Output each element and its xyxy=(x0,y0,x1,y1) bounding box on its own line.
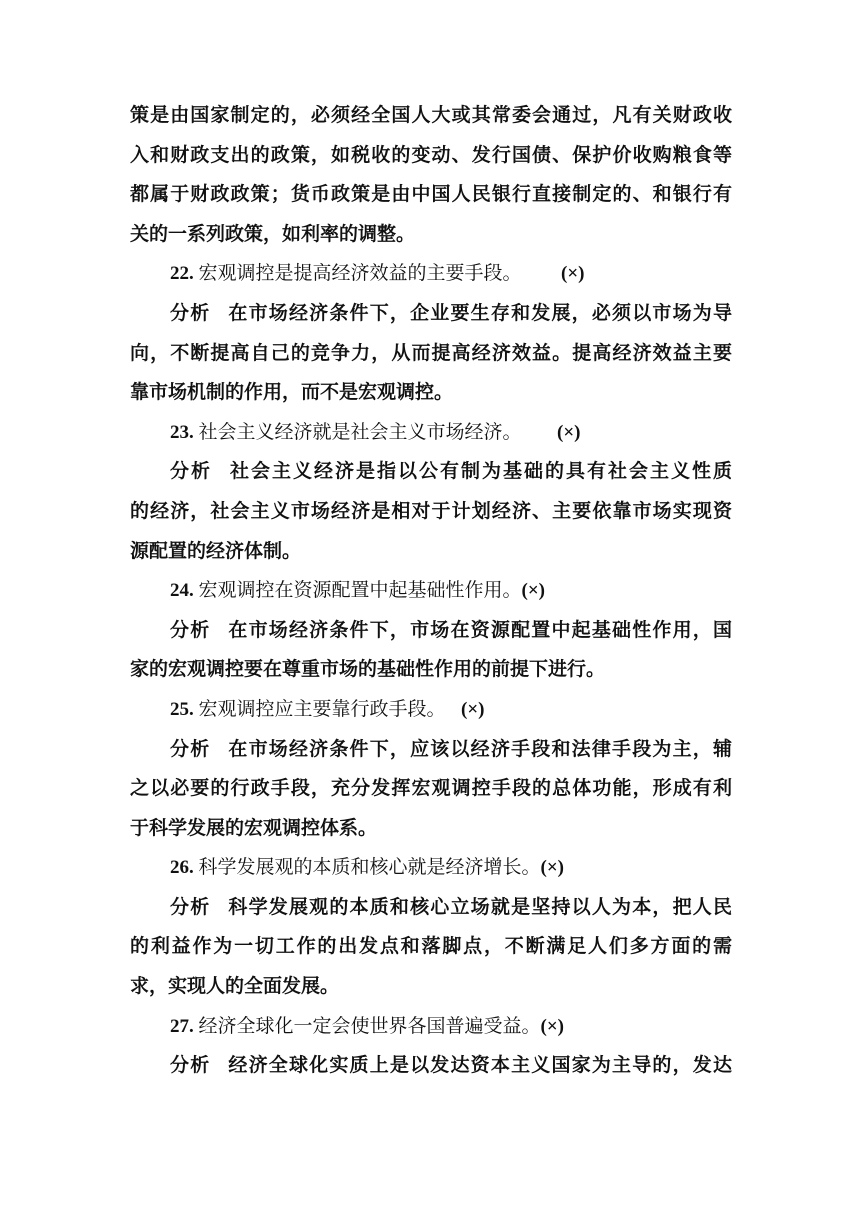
analysis-line: 的利益作为一切工作的出发点和落脚点，不断满足人们多方面的需 xyxy=(130,935,732,958)
analysis-label: 分析 xyxy=(170,618,211,641)
question-number: 23. xyxy=(170,421,194,443)
analysis-line: 靠市场机制的作用，而不是宏观调控。 xyxy=(130,381,454,404)
answer-mark: (×) xyxy=(540,1015,564,1037)
analysis-text: 在市场经济条件下，应该以经济手段和法律手段为主，辅 xyxy=(228,737,732,760)
answer-mark: (×) xyxy=(521,580,545,602)
intro-line: 入和财政支出的政策，如税收的变动、发行国债、保护价收购粮食等 xyxy=(130,143,732,166)
analysis-line: 源配置的经济体制。 xyxy=(130,539,302,562)
analysis-25 xyxy=(130,730,732,770)
analysis-label: 分析 xyxy=(170,737,211,760)
question-number: 27. xyxy=(170,1015,194,1037)
analysis-23 xyxy=(130,452,732,492)
answer-mark: (×) xyxy=(561,263,585,285)
intro-line: 关的一系列政策，如利率的调整。 xyxy=(130,222,416,245)
analysis-line: 求，实现人的全面发展。 xyxy=(130,975,340,998)
question-number: 24. xyxy=(170,580,194,602)
analysis-label: 分析 xyxy=(170,460,212,483)
analysis-label: 分析 xyxy=(170,1054,211,1077)
analysis-line: 向，不断提高自己的竞争力，从而提高经济效益。提高经济效益主要 xyxy=(130,341,732,364)
intro-line: 策是由国家制定的，必须经全国人大或其常委会通过，凡有关财政收 xyxy=(130,104,732,126)
analysis-text: 社会主义经济是指以公有制为基础的具有社会主义性质 xyxy=(230,460,732,483)
question-22 xyxy=(130,254,732,294)
analysis-26 xyxy=(130,888,732,928)
question-number: 22. xyxy=(170,263,194,285)
question-25 xyxy=(130,690,732,730)
analysis-label: 分析 xyxy=(170,301,211,324)
answer-mark: (×) xyxy=(461,698,485,720)
analysis-line: 之以必要的行政手段，充分发挥宏观调控手段的总体功能，形成有利 xyxy=(130,777,732,800)
question-statement: 经济全球化一定会使世界各国普遍受益。 xyxy=(198,1015,541,1037)
analysis-text: 在市场经济条件下，市场在资源配置中起基础性作用，国 xyxy=(228,618,732,641)
question-statement: 宏观调控应主要靠行政手段。 xyxy=(198,698,446,720)
question-statement: 宏观调控在资源配置中起基础性作用。 xyxy=(198,580,522,602)
analysis-label: 分析 xyxy=(170,895,211,918)
answer-mark: (×) xyxy=(557,421,581,443)
question-23 xyxy=(130,413,732,453)
analysis-text: 科学发展观的本质和核心立场就是坚持以人为本，把人民 xyxy=(228,895,732,918)
question-statement: 社会主义经济就是社会主义市场经济。 xyxy=(198,421,522,443)
analysis-24 xyxy=(130,611,732,651)
question-statement: 宏观调控是提高经济效益的主要手段。 xyxy=(198,263,522,285)
analysis-22 xyxy=(130,294,732,334)
analysis-text: 经济全球化实质上是以发达资本主义国家为主导的，发达 xyxy=(228,1054,732,1077)
analysis-text: 在市场经济条件下，企业要生存和发展，必须以市场为导 xyxy=(228,301,732,324)
question-24 xyxy=(130,571,732,611)
question-number: 25. xyxy=(170,698,194,720)
analysis-27 xyxy=(130,1046,732,1086)
intro-line: 都属于财政政策；货币政策是由中国人民银行直接制定的、和银行有 xyxy=(130,183,732,206)
question-statement: 科学发展观的本质和核心就是经济增长。 xyxy=(198,857,541,879)
answer-mark: (×) xyxy=(540,857,564,879)
analysis-line: 家的宏观调控要在尊重市场的基础性作用的前提下进行。 xyxy=(130,658,606,681)
document-page xyxy=(130,96,732,1086)
question-26 xyxy=(130,848,732,888)
question-number: 26. xyxy=(170,857,194,879)
analysis-line: 的经济，社会主义市场经济是相对于计划经济、主要依靠市场实现资 xyxy=(130,499,732,522)
analysis-line: 于科学发展的宏观调控体系。 xyxy=(130,816,378,839)
question-27 xyxy=(130,1007,732,1047)
